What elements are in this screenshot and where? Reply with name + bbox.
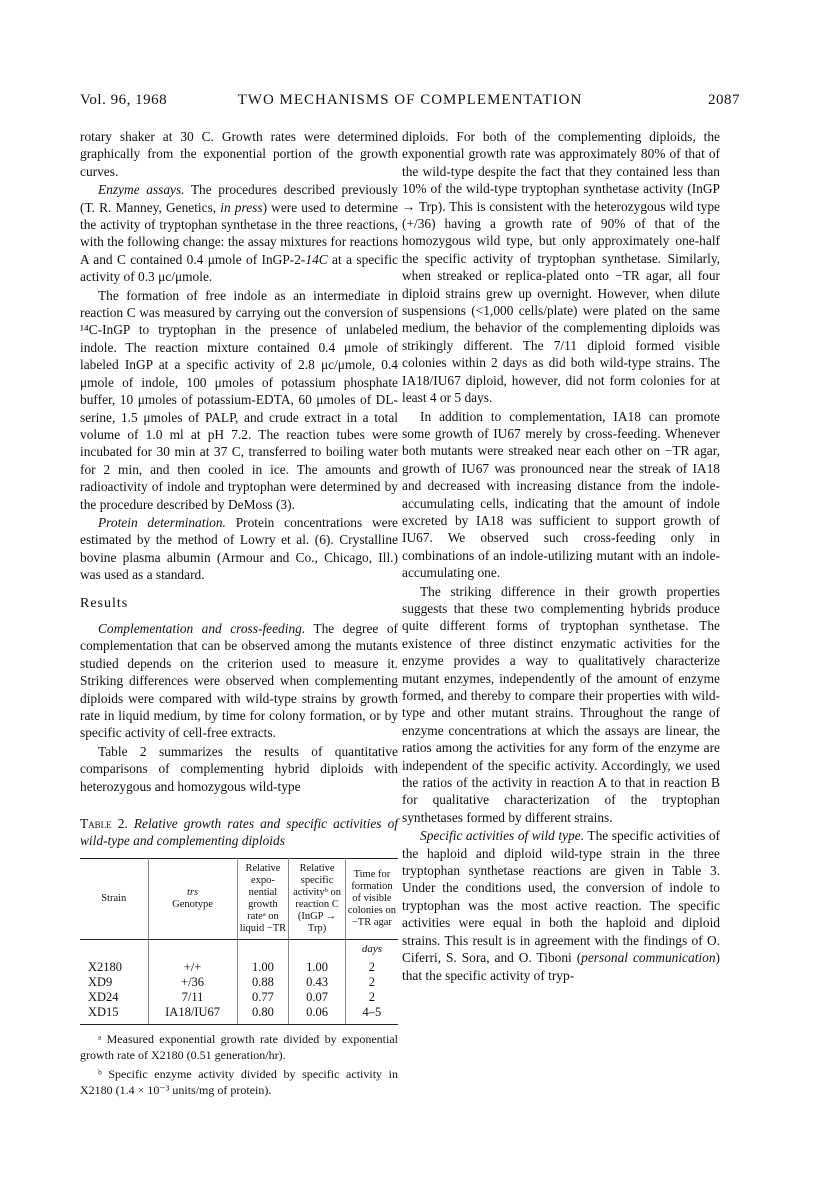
journal-volume: Vol. 96, 1968: [80, 92, 168, 108]
section-heading-results: Results: [80, 595, 129, 611]
table-row: XD9 +/36 0.88 0.43 2: [80, 975, 398, 990]
units-days: days: [361, 942, 382, 955]
table-caption: Table 2. Relative growth rates and specific activities of wild-type and complementing diploids: [80, 816, 398, 849]
running-title: TWO MECHANISMS OF COMPLEMENTATION: [237, 92, 583, 108]
paragraph-free-indole: The formation of free indole as an intermediate in reaction C was measured by carrying out the conversion of ¹⁴C-InGP to tryptophan in the presence of unlabeled indole. The reaction mixture contained 0.4 μmole of labeled InGP at a specific activity of 2.8 μc/μmole, 0.4 μmole of indole, 100 μmoles of potassium phosphate buffer, 10 μmoles of potassium-EDTA, 60 μmoles of DL-serine, 1.5 μmoles of PALP, and crude extract in a total volume of 1.0 ml at pH 7.2. The reaction tubes were incubated for 30 min at 37 C, transferred to boiling water for 2 min, and then cooled in ice. The amounts and radioactivity of indole and tryptophan were determined by the procedure described by DeMoss (3).: [80, 287, 398, 512]
header-specific-activity: Relative specific activityᵇ on reaction C (InGP → Trp): [289, 858, 345, 939]
header-growth-rate: Relative expo-nential growth rateᵃ on liquid −TR: [237, 858, 289, 939]
paragraph-specific-activities: Specific activities of wild type. The specific activities of the haploid and diploid wild-type strain in the three tryptophan synthetase reactions are given in Table 3. Under the conditions used, the conversion of indole to tryptophan was the most active reaction. The specific activities were equal in both the haploid and diploid strains. This result is in agreement with the findings of O. Ciferri, S. Sora, and O. Tiboni (personal communication) that the specific activity of tryp-: [402, 828, 720, 983]
running-header: [80, 92, 740, 114]
run-in-heading-protein: Protein determination.: [98, 514, 226, 530]
paragraph-diploid-growth: diploids. For both of the complementing diploids, the exponential growth rate was approximately 80% of that of the wild-type despite the fact that they contained less than 10% of the wild-type tryptophan synthetase activity (InGP → Trp). This is consistent with the heterozygous wild type (+/36) having a growth rate of 90% of that of the homozygous wild type, but only approximately one-half the specific activity of tryptophan synthetase. Similarly, when streaked or replica-plated onto −TR agar, all four diploid strains grew up overnight. However, when dilute suspensions (<1,000 cells/plate) were plated on the same medium, the behavior of the complementing diploids was strikingly different. The 7/11 diploid formed visible colonies within 2 days as did both wild-type strains. The IA18/IU67 diploid, however, did not form colonies for at least 4 or 5 days.: [402, 129, 720, 406]
table-row: XD24 7/11 0.77 0.07 2: [80, 990, 398, 1005]
run-in-heading-complementation: Complementation and cross-feeding.: [98, 620, 306, 636]
table-units-row: [80, 939, 398, 960]
paragraph-complementation: Complementation and cross-feeding. The degree of complementation that can be observed among the mutants studied depends on the criterion used to measure it. Striking differences were observed when complementing diploids were compared with wild-type strains by growth rate in liquid medium, by time for colony formation, or by specific activity of cell-free extracts.: [80, 620, 398, 741]
paragraph-enzyme-assays: Enzyme assays. The procedures described previously (T. R. Manney, Genetics, in press) were used to determine the activity of tryptophan synthetase in the three reactions, with the following change: the assay mixtures for reactions A and C contained 0.4 μmole of InGP-2-14C at a specific activity of 0.3 μc/μmole.: [80, 182, 399, 285]
header-strain: Strain: [80, 858, 148, 939]
paragraph-protein-determination: Protein determination. Protein concentrations were estimated by the method of Lowry et al. (6). Crystalline bovine plasma albumin (Armour and Co., Chicago, Ill.) was used as a standard.: [80, 514, 398, 583]
page-number: 2087: [708, 92, 740, 108]
left-column: [80, 128, 398, 1098]
table-row: X2180 +/+ 1.00 1.00 2: [80, 960, 398, 975]
run-in-heading-specific-activities: Specific activities of wild type.: [420, 828, 585, 844]
table-footnote-b: ᵇ Specific enzyme activity divided by specific activity in X2180 (1.4 × 10⁻³ units/mg of protein).: [80, 1066, 398, 1097]
table-2: [80, 858, 398, 1025]
paragraph-table-summary: Table 2 summarizes the results of quantitative comparisons of complementing hybrid diploids with heterozygous and homozygous wild-type: [80, 743, 398, 794]
table-footnote-a: ᵃ Measured exponential growth rate divided by exponential growth rate of X2180 (0.51 generation/hr).: [80, 1031, 398, 1062]
header-genotype: trs Genotype: [148, 858, 237, 939]
paragraph-cross-feeding: In addition to complementation, IA18 can promote some growth of IU67 merely by cross-feeding. Whenever both mutants were streaked near each other on −TR agar, growth of IU67 was pronounced near the streak of IA18 and decreased with increasing distance from the indole-accumulating cells, indicating that the amount of indole excreted by IA18 was sufficient to support growth of IU67. We observed such cross-feeding only in combinations of an indole-utilizing mutant with an indole-accumulating one.: [402, 408, 720, 581]
run-in-heading-enzyme-assays: Enzyme assays.: [98, 182, 185, 198]
header-colony-time: Time for formation of visible colonies on −TR agar: [345, 858, 398, 939]
right-column: [402, 128, 720, 984]
paragraph-growth-curves: rotary shaker at 30 C. Growth rates were determined graphically from the exponential portion of the growth curves.: [80, 129, 398, 179]
table-header-row: [80, 858, 398, 939]
table-row: XD15 IA18/IU67 0.80 0.06 4–5: [80, 1005, 398, 1025]
paragraph-growth-properties: The striking difference in their growth properties suggests that these two complementing hybrids produce quite different forms of tryptophan synthetase. The existence of three distinct enzymatic activities for the enzyme provides a way to qualitatively characterize mutant enzymes, independently of the amount of enzyme formed, and thereby to compare their properties with wild-type and other mutant strains. Throughout the range of enzyme concentrations at which the assays are linear, the ratios among the activities for any form of the enzyme are independent of the specific activity. Accordingly, we used the ratios of the activity in reaction A to that in reaction B for qualitative characterization of the tryptophan synthetases formed by different strains.: [402, 583, 720, 825]
